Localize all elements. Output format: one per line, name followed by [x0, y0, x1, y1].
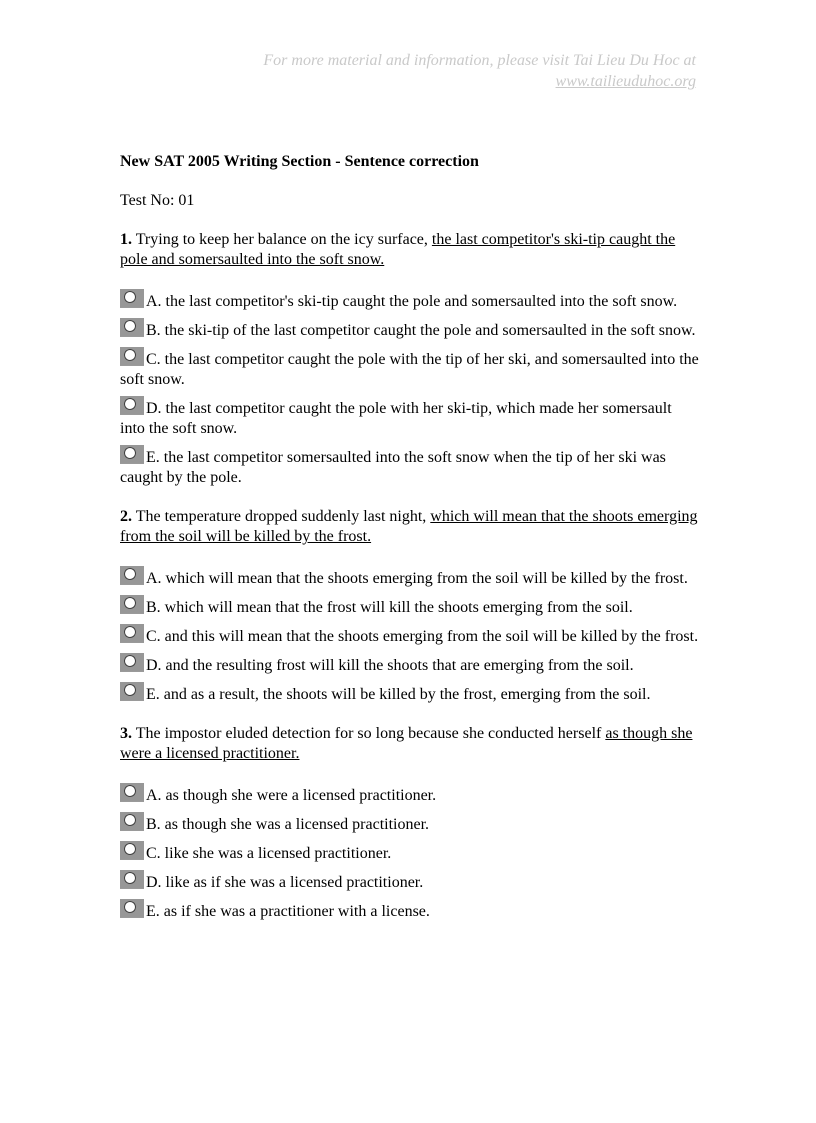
- option-1d[interactable]: [120, 396, 700, 439]
- radio-button-icon[interactable]: [120, 289, 144, 308]
- option-label: C. and this will mean that the shoots emerging from the soil will be killed by the frost.: [146, 628, 699, 645]
- option-label: C. the last competitor caught the pole with the tip of her ski, and somersaulted into the soft snow.: [120, 351, 699, 388]
- option-label: B. which will mean that the frost will kill the shoots emerging from the soil.: [146, 599, 633, 616]
- page-content: [120, 152, 700, 941]
- test-number: Test No: 01: [120, 192, 195, 209]
- question-underlined-part: which will mean that the shoots emerging from the soil will be killed by the frost.: [120, 508, 698, 545]
- radio-button-icon[interactable]: [120, 899, 144, 918]
- option-label: A. the last competitor's ski-tip caught the pole and somersaulted into the soft snow.: [146, 293, 678, 310]
- question-underlined-part: the last competitor's ski-tip caught the pole and somersaulted into the soft snow.: [120, 231, 676, 268]
- option-label: D. and the resulting frost will kill the shoots that are emerging from the soil.: [146, 657, 634, 674]
- page-title: New SAT 2005 Writing Section - Sentence correction: [120, 153, 479, 170]
- option-label: A. which will mean that the shoots emerging from the soil will be killed by the frost.: [146, 570, 688, 587]
- option-label: D. the last competitor caught the pole with her ski-tip, which made her somersault into the soft snow.: [120, 400, 672, 437]
- option-label: C. like she was a licensed practitioner.: [146, 845, 392, 862]
- question-prefix: The temperature dropped suddenly last night,: [132, 508, 431, 525]
- option-label: A. as though she were a licensed practitioner.: [146, 787, 437, 804]
- option-3c[interactable]: [120, 841, 700, 864]
- option-1c[interactable]: [120, 347, 700, 390]
- question-number: 3.: [120, 725, 132, 742]
- question-prefix: Trying to keep her balance on the icy surface,: [132, 231, 432, 248]
- option-2e[interactable]: [120, 682, 700, 705]
- option-2c[interactable]: [120, 624, 700, 647]
- radio-button-icon[interactable]: [120, 870, 144, 889]
- question-number: 2.: [120, 508, 132, 525]
- radio-button-icon[interactable]: [120, 682, 144, 701]
- question-3: [120, 724, 700, 764]
- radio-button-icon[interactable]: [120, 595, 144, 614]
- options-1: [120, 289, 700, 488]
- radio-button-icon[interactable]: [120, 396, 144, 415]
- option-1a[interactable]: [120, 289, 700, 312]
- question-underlined-part: as though she were a licensed practitioner.: [120, 725, 693, 762]
- option-2a[interactable]: [120, 566, 700, 589]
- option-label: E. as if she was a practitioner with a license.: [146, 903, 430, 920]
- options-3: [120, 783, 700, 922]
- radio-button-icon[interactable]: [120, 624, 144, 643]
- option-label: B. the ski-tip of the last competitor caught the pole and somersaulted in the soft snow.: [146, 322, 696, 339]
- option-2d[interactable]: [120, 653, 700, 676]
- question-number: 1.: [120, 231, 132, 248]
- question-prefix: The impostor eluded detection for so long because she conducted herself: [132, 725, 606, 742]
- option-label: E. the last competitor somersaulted into the soft snow when the tip of her ski was caught by the pole.: [120, 449, 666, 486]
- option-3d[interactable]: [120, 870, 700, 893]
- header-note-text: For more material and information, please visit Tai Lieu Du Hoc at: [263, 52, 696, 69]
- question-1: [120, 230, 700, 270]
- options-2: [120, 566, 700, 705]
- option-label: E. and as a result, the shoots will be killed by the frost, emerging from the soil.: [146, 686, 651, 703]
- option-1e[interactable]: [120, 445, 700, 488]
- radio-button-icon[interactable]: [120, 841, 144, 860]
- radio-button-icon[interactable]: [120, 812, 144, 831]
- option-2b[interactable]: [120, 595, 700, 618]
- radio-button-icon[interactable]: [120, 653, 144, 672]
- radio-button-icon[interactable]: [120, 347, 144, 366]
- option-1b[interactable]: [120, 318, 700, 341]
- option-3a[interactable]: [120, 783, 700, 806]
- option-3e[interactable]: [120, 899, 700, 922]
- radio-button-icon[interactable]: [120, 445, 144, 464]
- question-2: [120, 507, 700, 547]
- header-note: [263, 50, 696, 92]
- radio-button-icon[interactable]: [120, 318, 144, 337]
- header-link[interactable]: www.tailieuduhoc.org: [555, 73, 696, 90]
- radio-button-icon[interactable]: [120, 566, 144, 585]
- radio-button-icon[interactable]: [120, 783, 144, 802]
- option-label: D. like as if she was a licensed practitioner.: [146, 874, 424, 891]
- option-label: B. as though she was a licensed practitioner.: [146, 816, 430, 833]
- option-3b[interactable]: [120, 812, 700, 835]
